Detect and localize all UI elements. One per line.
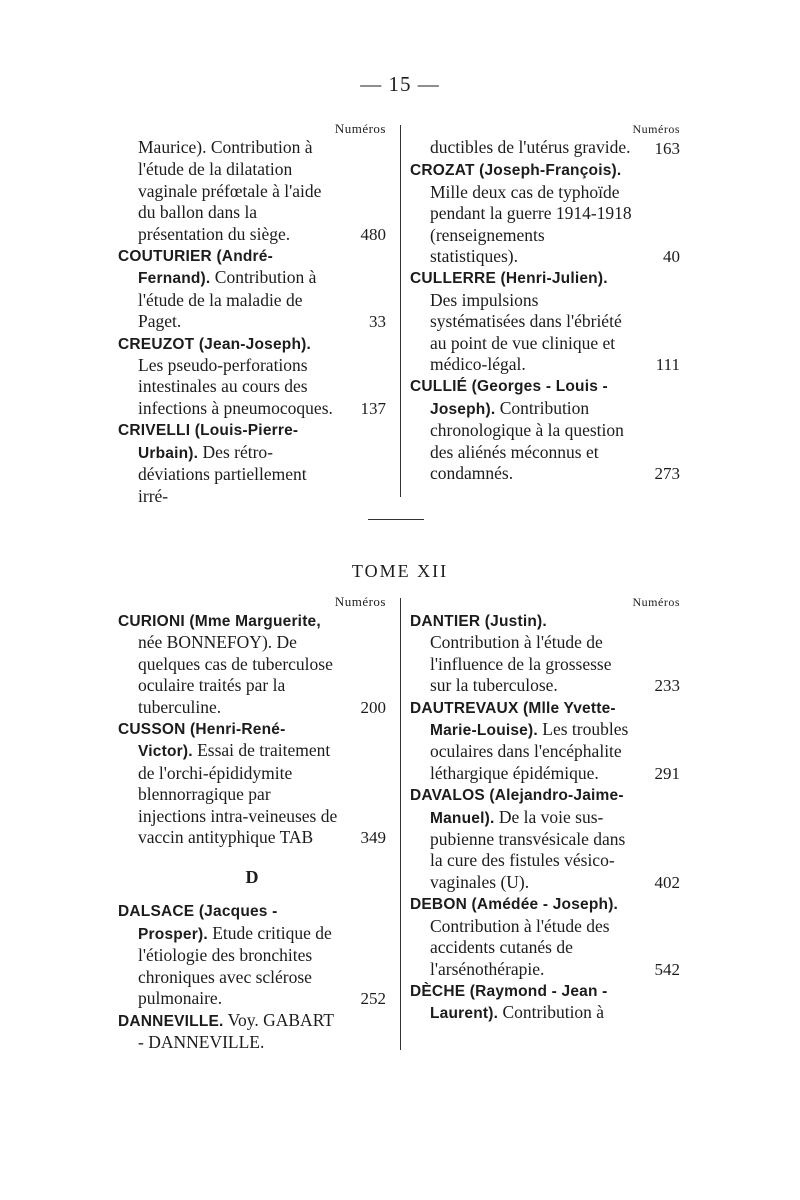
- index-entry: [410, 784, 680, 893]
- entry-title: Maurice). Contribution à l'étude de la dilatation vaginale préfœtale à l'aide du ballon dans la présentation du siège.: [138, 137, 322, 244]
- entry-name: CROZAT (Joseph-François).: [410, 162, 622, 180]
- column-header-numeros: Numéros: [632, 122, 680, 136]
- entry-name: DEBON (Amédée - Joseph).: [410, 896, 619, 914]
- entry-title: De la voie sus-pubienne transvésicale dans la cure des fistules vésico-vaginales (U).: [430, 806, 626, 892]
- entry-title: Contribution à l'étude de la maladie de Paget.: [138, 267, 317, 332]
- entry-title: Des impulsions systématisées dans l'ébriété au point de vue clinique et médico-légal.: [430, 289, 622, 375]
- index-entry: [118, 718, 386, 848]
- right-column: [410, 594, 680, 1025]
- column-header-numeros: Numéros: [632, 595, 680, 609]
- index-entry: [410, 159, 680, 267]
- entry-title: Contribution à l'étude des accidents cutanés de l'arsénothérapie.: [430, 915, 610, 979]
- index-entry: [118, 137, 386, 245]
- entry-name: DÈCHE (Raymond - Jean - Laurent).: [410, 982, 608, 1023]
- section-separator-rule: [368, 519, 424, 520]
- entry-title: Voy. GABART - DANNEVILLE.: [138, 1009, 334, 1052]
- letter-heading: D: [245, 867, 259, 888]
- entry-name: DAUTREVAUX (Mlle Yvette-Marie-Louise).: [410, 699, 616, 740]
- index-entry: [410, 610, 680, 697]
- entry-number: 542: [654, 959, 680, 979]
- entry-title: Les troubles oculaires dans l'encéphalite léthargique épidémique.: [430, 719, 629, 783]
- page-number: — 15 —: [360, 72, 440, 96]
- entry-number: 40: [663, 247, 680, 267]
- entry-name: DANTIER (Justin).: [410, 613, 547, 630]
- entry-number: 252: [360, 989, 386, 1009]
- index-entry: [410, 375, 680, 484]
- entry-title: Contribution chronologique à la question des aliénés méconnus et condamnés.: [430, 397, 624, 484]
- column-divider: [400, 125, 401, 497]
- entry-name: COUTURIER (André-Fernand).: [118, 248, 273, 288]
- entry-number: 480: [360, 224, 386, 244]
- entry-title: ductibles de l'utérus gravide.: [430, 137, 631, 157]
- entry-title: Des rétro-déviations partiellement irré-: [138, 441, 307, 506]
- index-entry: [410, 697, 680, 785]
- entry-name: DAVALOS (Alejandro-Jaime-Manuel).: [410, 787, 624, 827]
- entry-name: CUSSON (Henri-René-Victor).: [118, 721, 286, 761]
- entry-name: CRIVELLI (Louis-Pierre-Urbain).: [118, 422, 299, 462]
- left-column: [118, 121, 386, 507]
- entry-number: 200: [360, 697, 386, 717]
- column-header-numeros: Numéros: [334, 121, 386, 136]
- entry-title: née BONNEFOY). De quelques cas de tuberculose oculaire traités par la tuberculine.: [138, 632, 333, 717]
- index-section-bottom: [118, 594, 680, 1054]
- entry-number: 163: [654, 139, 680, 158]
- column-header-numeros: Numéros: [334, 594, 386, 609]
- index-section-top: [118, 121, 680, 506]
- index-entry: [118, 245, 386, 333]
- entry-number: 402: [654, 872, 680, 892]
- entry-name: DANNEVILLE.: [118, 1012, 224, 1030]
- entry-number: 273: [654, 464, 680, 484]
- column-divider: [400, 598, 401, 1050]
- entry-title: Contribution à l'étude de l'influence de la grossesse sur la tuberculose.: [430, 632, 612, 696]
- entry-name: CURIONI (Mme Marguerite,: [118, 613, 321, 630]
- entry-number: 33: [369, 312, 386, 332]
- right-column: [410, 121, 680, 485]
- index-entry: [118, 610, 386, 718]
- entry-name: CREUZOT (Jean-Joseph).: [118, 335, 312, 353]
- entry-number: 233: [654, 676, 680, 696]
- index-entry: [410, 137, 680, 159]
- entry-title: Essai de traitement de l'orchi-épididymite blennorragique par injections intra-veineuses de vaccin antityphique TAB: [138, 740, 338, 848]
- entry-title: Etude critique de l'étiologie des bronchites chroniques avec sclérose pulmonaire.: [138, 922, 332, 1009]
- tome-title: TOME XII: [351, 561, 449, 581]
- entry-number: 137: [360, 398, 386, 418]
- index-entry: [118, 900, 386, 1009]
- index-entry: [118, 333, 386, 420]
- entry-name: CULLIÉ (Georges - Louis - Joseph).: [410, 378, 608, 418]
- index-entry: [118, 419, 386, 507]
- left-column: [118, 594, 386, 1053]
- index-entry: [410, 267, 680, 375]
- entry-number: 349: [360, 828, 386, 848]
- entry-title: Les pseudo-perforations intestinales au cours des infections à pneumocoques.: [138, 355, 333, 418]
- index-entry: [118, 1010, 386, 1054]
- entry-title: Contribution à: [498, 1002, 605, 1023]
- index-entry: [410, 980, 680, 1025]
- index-entry: [410, 893, 680, 980]
- entry-name: DALSACE (Jacques - Prosper).: [118, 903, 278, 943]
- entry-name: CULLERRE (Henri-Julien).: [410, 270, 608, 288]
- entry-title: Mille deux cas de typhoïde pendant la guerre 1914-1918 (renseignements statistiques).: [430, 181, 632, 267]
- entry-number: 111: [655, 355, 680, 375]
- entry-number: 291: [654, 763, 680, 783]
